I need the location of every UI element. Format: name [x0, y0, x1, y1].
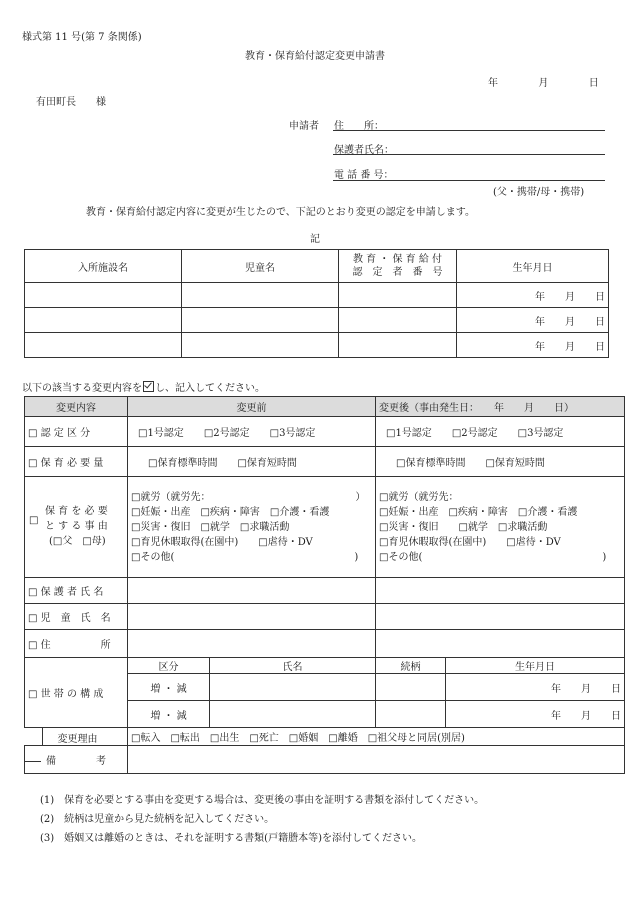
- col-before: 変更前: [128, 397, 376, 417]
- nintei-before[interactable]: □1号認定 □2号認定 □3号認定: [128, 417, 376, 447]
- month-label: 月: [538, 78, 549, 89]
- nintei-label[interactable]: □ 認 定 区 分: [25, 417, 128, 447]
- household-birthdate-cell[interactable]: 年 月 日: [446, 674, 625, 701]
- child-header: 児童名: [182, 250, 339, 283]
- note-1: (1) 保育を必要とする事由を変更する場合は、変更後の事由を証明する書類を添付してください。: [40, 795, 485, 806]
- col-change-content: 変更内容: [25, 397, 128, 417]
- cert-cell[interactable]: [339, 283, 457, 308]
- table-row: [25, 308, 609, 333]
- jiyu-label[interactable]: □ 保 育 を 必 要 と す る 事 由 (□父 □母): [25, 477, 128, 578]
- household-name-cell[interactable]: [210, 701, 376, 728]
- child-cell[interactable]: [182, 283, 339, 308]
- table-row: [25, 333, 609, 358]
- child-name-row-label[interactable]: □ 児 童 氏 名: [25, 604, 128, 630]
- page-title: 教育・保育給付認定変更申請書: [245, 51, 385, 62]
- household-birthdate-cell[interactable]: 年 月 日: [446, 701, 625, 728]
- reason-options[interactable]: □転入 □転出 □出生 □死亡 □婚姻 □離婚 □祖父母と同居(別居): [128, 728, 625, 746]
- table-row: [25, 283, 609, 308]
- nintei-after[interactable]: □1号認定 □2号認定 □3号認定: [376, 417, 625, 447]
- address-line[interactable]: [333, 130, 605, 131]
- jiyu-after[interactable]: □就労（就労先： □妊娠・出産 □疾病・障害 □介護・看護 □災害・復旧 □就学 □求職活動 □育児休暇取得(在園中) □虐待・DV □その他( ): [376, 477, 625, 578]
- birthdate-cell[interactable]: 年 月 日: [457, 283, 609, 308]
- address-row-label[interactable]: □ 住 所: [25, 630, 128, 658]
- facility-header: 入所施設名: [25, 250, 182, 283]
- col-after: 変更後（事由発生日： 年 月 日）: [376, 397, 625, 417]
- guardian-name-row-label[interactable]: □ 保 護 者 氏 名: [25, 578, 128, 604]
- year-label: 年: [488, 78, 498, 89]
- remarks-field[interactable]: [128, 746, 625, 774]
- note-2: (2) 続柄は児童から見た続柄を記入してください。: [40, 814, 275, 825]
- birthdate-cell[interactable]: 年 月 日: [457, 308, 609, 333]
- notes: [40, 791, 484, 848]
- change-table: [24, 396, 625, 774]
- household-relation-cell[interactable]: [376, 674, 446, 701]
- guardian-name-label: 保護者氏名：: [334, 145, 394, 156]
- birthdate-header: 生年月日: [457, 250, 609, 283]
- household-name-cell[interactable]: [210, 674, 376, 701]
- reason-divider: [24, 761, 41, 763]
- address-before[interactable]: [128, 630, 376, 658]
- address-after[interactable]: [376, 630, 625, 658]
- instruction: 以下の該当する変更内容を し、記入してください。: [22, 383, 265, 394]
- date-line: [488, 74, 599, 89]
- applicant-label: 申請者: [289, 121, 319, 132]
- address-label: 住 所：: [334, 121, 384, 132]
- day-label: 日: [588, 78, 599, 89]
- household-col-name: 氏名: [210, 658, 376, 674]
- household-col-relation: 続柄: [376, 658, 446, 674]
- remarks-label: 備 考: [25, 746, 128, 774]
- facility-table: [24, 249, 609, 358]
- facility-cell[interactable]: [25, 333, 182, 358]
- jiyu-before[interactable]: □就労（就労先： ） □妊娠・出産 □疾病・障害 □介護・看護 □災害・復旧 □就学 □求職活動 □育児休暇取得(在園中) □虐待・DV □その他( ): [128, 477, 376, 578]
- child-cell[interactable]: [182, 308, 339, 333]
- birthdate-cell[interactable]: 年 月 日: [457, 333, 609, 358]
- household-label[interactable]: □ 世 帯 の 構 成: [25, 658, 128, 728]
- checkmark-icon: [143, 381, 154, 392]
- phone-label: 電 話 番 号：: [334, 170, 394, 181]
- hoiku-label[interactable]: □ 保 育 必 要 量: [25, 447, 128, 477]
- facility-cell[interactable]: [25, 308, 182, 333]
- ki-label: 記: [310, 234, 320, 245]
- household-col-birthdate: 生年月日: [446, 658, 625, 674]
- form-number: 様式第 11 号(第 7 条関係): [22, 32, 142, 43]
- cert-number-header: 教 育 ・ 保 育 給 付 認 定 者 番 号: [339, 250, 457, 283]
- guardian-after[interactable]: [376, 578, 625, 604]
- reason-label: 変更理由: [25, 728, 128, 746]
- phone-line[interactable]: [333, 180, 605, 181]
- phone-note: (父・携帯/母・携帯): [493, 187, 585, 198]
- increase-decrease[interactable]: 増 ・ 減: [128, 674, 210, 701]
- child-cell[interactable]: [182, 333, 339, 358]
- child-before[interactable]: [128, 604, 376, 630]
- request-text: 教育・保育給付認定内容に変更が生じたので、下記のとおり変更の認定を申請します。: [86, 207, 475, 218]
- guardian-name-line[interactable]: [333, 154, 605, 155]
- addressee: 有田町長 様: [36, 97, 106, 108]
- note-3: (3) 婚姻又は離婚のときは、それを証明する書類(戸籍謄本等)を添付してください。: [40, 833, 422, 844]
- cert-cell[interactable]: [339, 308, 457, 333]
- household-relation-cell[interactable]: [376, 701, 446, 728]
- child-after[interactable]: [376, 604, 625, 630]
- cert-cell[interactable]: [339, 333, 457, 358]
- guardian-before[interactable]: [128, 578, 376, 604]
- facility-cell[interactable]: [25, 283, 182, 308]
- hoiku-before[interactable]: □保育標準時間 □保育短時間: [128, 447, 376, 477]
- hoiku-after[interactable]: □保育標準時間 □保育短時間: [376, 447, 625, 477]
- household-col-kubun: 区分: [128, 658, 210, 674]
- increase-decrease[interactable]: 増 ・ 減: [128, 701, 210, 728]
